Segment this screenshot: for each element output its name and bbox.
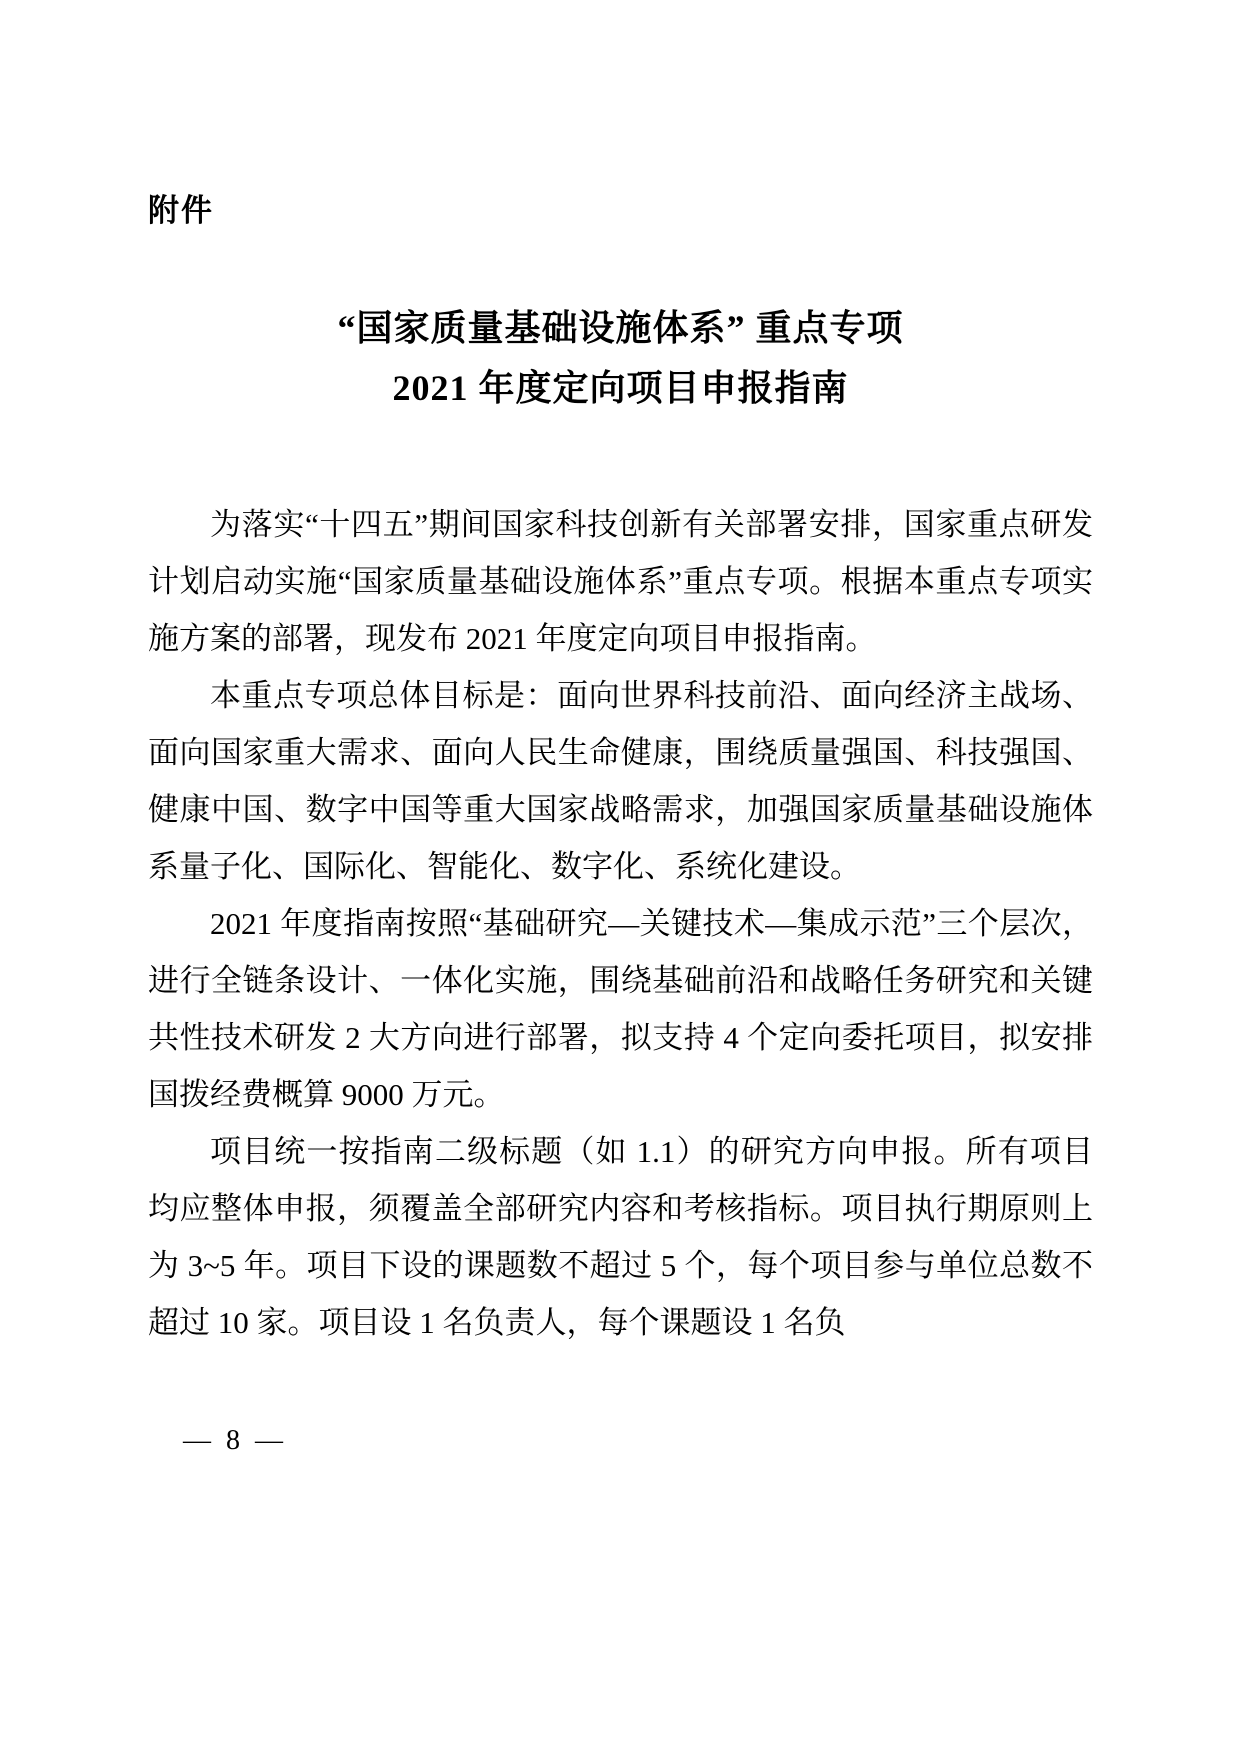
attachment-label: 附件 [148,193,214,228]
document-title-line-2: 2021 年度定向项目申报指南 [392,368,849,408]
paragraph-1: 为落实“十四五”期间国家科技创新有关部署安排，国家重点研发计划启动实施“国家质量基础设施体系”重点专项。根据本重点专项实施方案的部署，现发布 2021 年度定向项目申报指南。 [148,507,1093,656]
document-title [148,298,1093,418]
document-title-line-1: “国家质量基础设施体系” 重点专项 [337,308,904,348]
paragraph-2: 本重点专项总体目标是：面向世界科技前沿、面向经济主战场、面向国家重大需求、面向人民生命健康，围绕质量强国、科技强国、健康中国、数字中国等重大国家战略需求，加强国家质量基础设施体系量子化、国际化、智能化、数字化、系统化建设。 [148,678,1093,884]
document-body [148,496,1093,1351]
paragraph-4: 项目统一按指南二级标题（如 1.1）的研究方向申报。所有项目均应整体申报，须覆盖全部研究内容和考核指标。项目执行期原则上为 3~5 年。项目下设的课题数不超过 5 个，每个项目参与单位总数不超过 10 家。项目设 1 名负责人，每个课题设 1 名负 [148,1134,1093,1340]
paragraph-3: 2021 年度指南按照“基础研究—关键技术—集成示范”三个层次，进行全链条设计、一体化实施，围绕基础前沿和战略任务研究和关键共性技术研发 2 大方向进行部署，拟支持 4 个定向委托项目，拟安排国拨经费概算 9000 万元。 [148,906,1093,1112]
page-number: — 8 — [183,1425,287,1456]
